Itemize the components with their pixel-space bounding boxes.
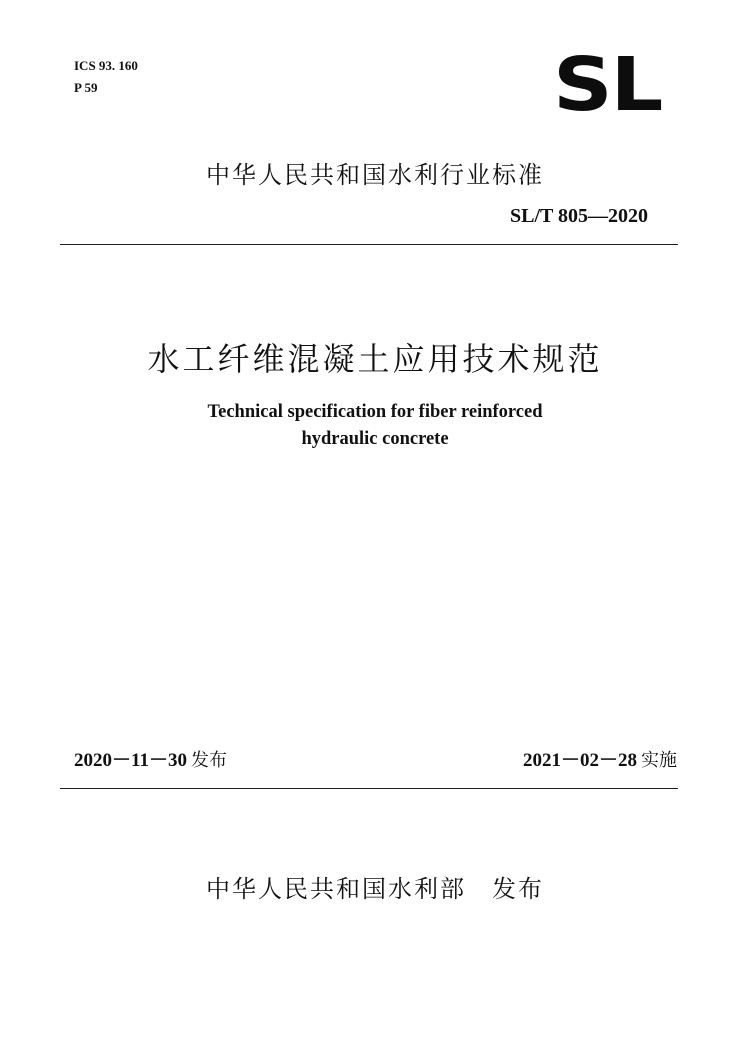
publisher: 中华人民共和国水利部 发布 bbox=[206, 875, 544, 903]
classification-codes bbox=[74, 55, 138, 99]
document-title-chinese: 水工纤维混凝土应用技术规范 bbox=[147, 340, 603, 378]
top-divider bbox=[60, 244, 678, 245]
issue-label: 发布 bbox=[190, 750, 227, 771]
english-title-line-2: hydraulic concrete bbox=[301, 429, 449, 449]
industry-standard-heading: 中华人民共和国水利行业标准 bbox=[206, 161, 544, 189]
issue-date-block bbox=[74, 747, 227, 775]
implementation-label: 实施 bbox=[641, 750, 677, 771]
ics-code: ICS 93. 160 bbox=[74, 58, 138, 73]
document-title-english bbox=[0, 399, 750, 453]
standard-number: SL/T 805—2020 bbox=[510, 205, 648, 227]
issue-date: 2020－11－30 bbox=[74, 750, 187, 771]
bottom-divider bbox=[60, 788, 678, 789]
sl-logo: SL bbox=[553, 42, 662, 128]
ccs-code: P 59 bbox=[74, 80, 98, 95]
implementation-date-block bbox=[523, 747, 677, 775]
english-title-line-1: Technical specification for fiber reinforced bbox=[207, 402, 543, 422]
implementation-date: 2021－02－28 bbox=[522, 750, 637, 771]
